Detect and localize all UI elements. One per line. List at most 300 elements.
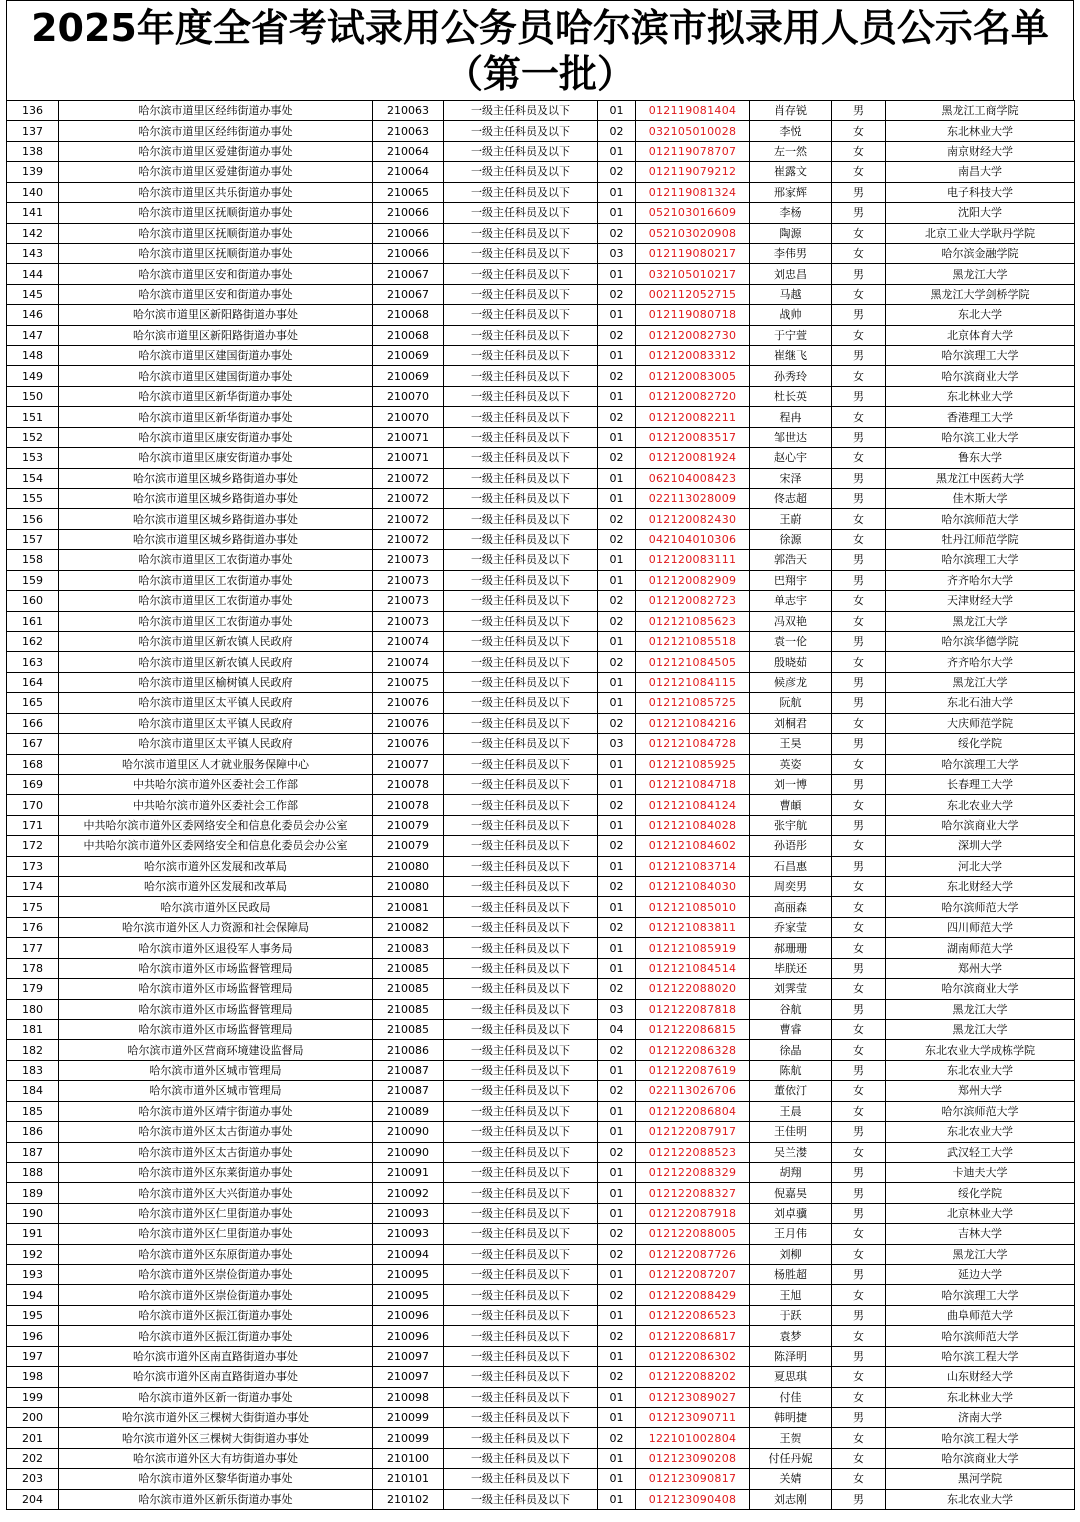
position-seq-cell: 02 [598,611,636,631]
position-seq-cell: 01 [598,856,636,876]
position-seq-cell: 01 [598,938,636,958]
exam-number-cell: 012120082430 [636,509,750,529]
table-row [7,897,1075,917]
candidate-name-cell: 战帅 [750,305,832,325]
gender-cell: 男 [832,1305,886,1325]
row-number-cell: 157 [7,529,59,549]
exam-number-cell: 122101002804 [636,1428,750,1448]
school-cell: 东北农业大学成栋学院 [886,1040,1075,1060]
row-number-cell: 155 [7,489,59,509]
exam-number-cell: 012120082211 [636,407,750,427]
gender-cell: 男 [832,1489,886,1509]
row-number-cell: 174 [7,877,59,897]
gender-cell: 女 [832,1428,886,1448]
row-number-cell: 147 [7,325,59,345]
position-code-cell: 210063 [373,121,444,141]
position-code-cell: 210096 [373,1305,444,1325]
row-number-cell: 146 [7,305,59,325]
candidate-name-cell: 刘志刚 [750,1489,832,1509]
gender-cell: 男 [832,774,886,794]
table-row [7,264,1075,284]
position-code-cell: 210075 [373,672,444,692]
gender-cell: 女 [832,284,886,304]
school-cell: 鲁东大学 [886,448,1075,468]
position-name-cell: 一级主任科员及以下 [444,284,598,304]
employer-name-cell: 哈尔滨市道外区三棵树大街街道办事处 [59,1408,373,1428]
position-code-cell: 210077 [373,754,444,774]
position-name-cell: 一级主任科员及以下 [444,1019,598,1039]
gender-cell: 男 [832,550,886,570]
position-name-cell: 一级主任科员及以下 [444,1162,598,1182]
candidate-name-cell: 韩明捷 [750,1408,832,1428]
row-number-cell: 161 [7,611,59,631]
candidate-name-cell: 刘一博 [750,774,832,794]
position-name-cell: 一级主任科员及以下 [444,1367,598,1387]
employer-name-cell: 哈尔滨市道里区抚顺街道办事处 [59,223,373,243]
table-row [7,734,1075,754]
candidate-name-cell: 胡翔 [750,1162,832,1182]
exam-number-cell: 052103016609 [636,203,750,223]
position-code-cell: 210093 [373,1203,444,1223]
gender-cell: 男 [832,631,886,651]
position-code-cell: 210097 [373,1367,444,1387]
gender-cell: 男 [832,489,886,509]
school-cell: 香港理工大学 [886,407,1075,427]
position-name-cell: 一级主任科员及以下 [444,897,598,917]
exam-number-cell: 012119078707 [636,141,750,161]
row-number-cell: 143 [7,243,59,263]
candidate-name-cell: 高丽森 [750,897,832,917]
school-cell: 哈尔滨商业大学 [886,366,1075,386]
gender-cell: 女 [832,713,886,733]
exam-number-cell: 012121085919 [636,938,750,958]
gender-cell: 女 [832,509,886,529]
exam-number-cell: 012123090208 [636,1448,750,1468]
school-cell: 牡丹江师范学院 [886,529,1075,549]
table-row [7,162,1075,182]
row-number-cell: 181 [7,1019,59,1039]
gender-cell: 女 [832,1040,886,1060]
table-row [7,1448,1075,1468]
gender-cell: 男 [832,1183,886,1203]
position-name-cell: 一级主任科员及以下 [444,1408,598,1428]
row-number-cell: 194 [7,1285,59,1305]
candidate-name-cell: 夏思琪 [750,1367,832,1387]
position-code-cell: 210099 [373,1408,444,1428]
row-number-cell: 183 [7,1060,59,1080]
table-row [7,1019,1075,1039]
position-seq-cell: 01 [598,1305,636,1325]
exam-number-cell: 012122086523 [636,1305,750,1325]
position-seq-cell: 02 [598,1142,636,1162]
gender-cell: 男 [832,693,886,713]
table-row [7,815,1075,835]
school-cell: 东北林业大学 [886,386,1075,406]
position-code-cell: 210066 [373,223,444,243]
position-seq-cell: 02 [598,979,636,999]
candidate-name-cell: 于跃 [750,1305,832,1325]
position-seq-cell: 01 [598,958,636,978]
position-seq-cell: 02 [598,162,636,182]
table-row [7,999,1075,1019]
school-cell: 哈尔滨工程大学 [886,1428,1075,1448]
exam-number-cell: 012122088523 [636,1142,750,1162]
school-cell: 东北林业大学 [886,121,1075,141]
school-cell: 哈尔滨商业大学 [886,815,1075,835]
gender-cell: 女 [832,1448,886,1468]
table-row [7,223,1075,243]
row-number-cell: 168 [7,754,59,774]
position-name-cell: 一级主任科员及以下 [444,141,598,161]
position-seq-cell: 02 [598,1367,636,1387]
exam-number-cell: 012119080718 [636,305,750,325]
school-cell: 东北农业大学 [886,1060,1075,1080]
employer-name-cell: 哈尔滨市道里区城乡路街道办事处 [59,468,373,488]
employer-name-cell: 哈尔滨市道里区太平镇人民政府 [59,734,373,754]
school-cell: 山东财经大学 [886,1367,1075,1387]
position-name-cell: 一级主任科员及以下 [444,1060,598,1080]
table-row [7,1162,1075,1182]
position-code-cell: 210102 [373,1489,444,1509]
position-code-cell: 210066 [373,243,444,263]
candidate-name-cell: 巴翔宇 [750,570,832,590]
candidate-name-cell: 吴兰漤 [750,1142,832,1162]
row-number-cell: 160 [7,591,59,611]
table-row [7,468,1075,488]
position-name-cell: 一级主任科员及以下 [444,856,598,876]
position-name-cell: 一级主任科员及以下 [444,999,598,1019]
school-cell: 黑龙江大学剑桥学院 [886,284,1075,304]
table-row [7,836,1075,856]
position-seq-cell: 01 [598,754,636,774]
row-number-cell: 201 [7,1428,59,1448]
exam-number-cell: 012123090408 [636,1489,750,1509]
employer-name-cell: 哈尔滨市道里区城乡路街道办事处 [59,529,373,549]
exam-number-cell: 012122088329 [636,1162,750,1182]
candidate-name-cell: 崔露文 [750,162,832,182]
exam-number-cell: 012122088429 [636,1285,750,1305]
exam-number-cell: 012119079212 [636,162,750,182]
position-seq-cell: 01 [598,774,636,794]
school-cell: 武汉轻工大学 [886,1142,1075,1162]
position-seq-cell: 01 [598,1101,636,1121]
table-row [7,631,1075,651]
school-cell: 黑龙江中医药大学 [886,468,1075,488]
exam-number-cell: 012121084602 [636,836,750,856]
exam-number-cell: 012119081324 [636,182,750,202]
position-seq-cell: 01 [598,1265,636,1285]
row-number-cell: 192 [7,1244,59,1264]
position-code-cell: 210080 [373,856,444,876]
table-row [7,611,1075,631]
table-row [7,386,1075,406]
position-code-cell: 210065 [373,182,444,202]
employer-name-cell: 哈尔滨市道外区振江街道办事处 [59,1326,373,1346]
position-seq-cell: 02 [598,1244,636,1264]
gender-cell: 男 [832,815,886,835]
position-seq-cell: 01 [598,305,636,325]
exam-number-cell: 012123090817 [636,1469,750,1489]
position-code-cell: 210097 [373,1346,444,1366]
position-code-cell: 210078 [373,774,444,794]
candidate-name-cell: 郭浩天 [750,550,832,570]
candidate-name-cell: 程冉 [750,407,832,427]
gender-cell: 男 [832,101,886,121]
exam-number-cell: 012120081924 [636,448,750,468]
table-row [7,1122,1075,1142]
position-code-cell: 210068 [373,325,444,345]
exam-number-cell: 012121084115 [636,672,750,692]
candidate-name-cell: 马越 [750,284,832,304]
candidate-name-cell: 陶源 [750,223,832,243]
employer-name-cell: 哈尔滨市道里区抚顺街道办事处 [59,203,373,223]
exam-number-cell: 012122088327 [636,1183,750,1203]
exam-number-cell: 012120083005 [636,366,750,386]
position-name-cell: 一级主任科员及以下 [444,1183,598,1203]
table-row [7,141,1075,161]
position-name-cell: 一级主任科员及以下 [444,1101,598,1121]
table-row [7,203,1075,223]
school-cell: 济南大学 [886,1408,1075,1428]
table-row [7,305,1075,325]
row-number-cell: 156 [7,509,59,529]
exam-number-cell: 012121084728 [636,734,750,754]
row-number-cell: 139 [7,162,59,182]
position-seq-cell: 02 [598,121,636,141]
row-number-cell: 154 [7,468,59,488]
position-name-cell: 一级主任科员及以下 [444,243,598,263]
exam-number-cell: 012121084514 [636,958,750,978]
employer-name-cell: 哈尔滨市道外区营商环境建设监督局 [59,1040,373,1060]
employer-name-cell: 哈尔滨市道里区建国街道办事处 [59,366,373,386]
employer-name-cell: 哈尔滨市道外区黎华街道办事处 [59,1469,373,1489]
position-name-cell: 一级主任科员及以下 [444,101,598,121]
employer-name-cell: 中共哈尔滨市道外区委网络安全和信息化委员会办公室 [59,815,373,835]
position-code-cell: 210085 [373,958,444,978]
position-code-cell: 210087 [373,1060,444,1080]
school-cell: 黑龙江大学 [886,611,1075,631]
row-number-cell: 162 [7,631,59,651]
table-row [7,550,1075,570]
table-row [7,774,1075,794]
table-row [7,693,1075,713]
employer-name-cell: 哈尔滨市道里区太平镇人民政府 [59,693,373,713]
school-cell: 湖南师范大学 [886,938,1075,958]
position-seq-cell: 02 [598,836,636,856]
exam-number-cell: 062104008423 [636,468,750,488]
position-name-cell: 一级主任科员及以下 [444,938,598,958]
exam-number-cell: 002112052715 [636,284,750,304]
row-number-cell: 185 [7,1101,59,1121]
gender-cell: 男 [832,1203,886,1223]
school-cell: 黑龙江大学 [886,1019,1075,1039]
school-cell: 长春理工大学 [886,774,1075,794]
exam-number-cell: 012120082909 [636,570,750,590]
table-row [7,856,1075,876]
row-number-cell: 144 [7,264,59,284]
employer-name-cell: 哈尔滨市道外区人力资源和社会保障局 [59,917,373,937]
position-name-cell: 一级主任科员及以下 [444,162,598,182]
position-seq-cell: 01 [598,386,636,406]
position-name-cell: 一级主任科员及以下 [444,121,598,141]
candidate-name-cell: 石昌惠 [750,856,832,876]
employer-name-cell: 中共哈尔滨市道外区委社会工作部 [59,795,373,815]
table-row [7,489,1075,509]
gender-cell: 女 [832,897,886,917]
gender-cell: 女 [832,795,886,815]
table-row [7,672,1075,692]
position-seq-cell: 02 [598,1428,636,1448]
position-name-cell: 一级主任科员及以下 [444,713,598,733]
candidate-name-cell: 冯双艳 [750,611,832,631]
exam-number-cell: 012122087818 [636,999,750,1019]
position-code-cell: 210095 [373,1285,444,1305]
position-seq-cell: 01 [598,1448,636,1468]
candidate-name-cell: 王贺 [750,1428,832,1448]
position-name-cell: 一级主任科员及以下 [444,182,598,202]
row-number-cell: 169 [7,774,59,794]
position-seq-cell: 01 [598,815,636,835]
gender-cell: 男 [832,1060,886,1080]
row-number-cell: 186 [7,1122,59,1142]
gender-cell: 男 [832,1408,886,1428]
candidate-name-cell: 宋泽 [750,468,832,488]
gender-cell: 女 [832,1019,886,1039]
position-name-cell: 一级主任科员及以下 [444,631,598,651]
table-row [7,121,1075,141]
employer-name-cell: 哈尔滨市道里区建国街道办事处 [59,346,373,366]
position-seq-cell: 02 [598,529,636,549]
candidate-name-cell: 王昊 [750,734,832,754]
position-name-cell: 一级主任科员及以下 [444,570,598,590]
table-row [7,427,1075,447]
position-code-cell: 210080 [373,877,444,897]
position-name-cell: 一级主任科员及以下 [444,1285,598,1305]
gender-cell: 男 [832,346,886,366]
position-name-cell: 一级主任科员及以下 [444,917,598,937]
employer-name-cell: 哈尔滨市道外区太古街道办事处 [59,1122,373,1142]
school-cell: 哈尔滨理工大学 [886,550,1075,570]
position-code-cell: 210085 [373,979,444,999]
position-code-cell: 210072 [373,489,444,509]
table-row [7,979,1075,999]
position-code-cell: 210067 [373,264,444,284]
position-seq-cell: 02 [598,1081,636,1101]
school-cell: 哈尔滨工业大学 [886,427,1075,447]
position-name-cell: 一级主任科员及以下 [444,672,598,692]
row-number-cell: 176 [7,917,59,937]
employer-name-cell: 哈尔滨市道里区城乡路街道办事处 [59,509,373,529]
school-cell: 黑龙江大学 [886,672,1075,692]
row-number-cell: 137 [7,121,59,141]
row-number-cell: 175 [7,897,59,917]
position-code-cell: 210090 [373,1122,444,1142]
position-name-cell: 一级主任科员及以下 [444,1346,598,1366]
school-cell: 哈尔滨师范大学 [886,897,1075,917]
employer-name-cell: 哈尔滨市道外区太古街道办事处 [59,1142,373,1162]
row-number-cell: 138 [7,141,59,161]
position-code-cell: 210064 [373,141,444,161]
employer-name-cell: 哈尔滨市道里区人才就业服务保障中心 [59,754,373,774]
table-row [7,1285,1075,1305]
candidate-name-cell: 毕朕还 [750,958,832,978]
position-code-cell: 210072 [373,509,444,529]
employer-name-cell: 中共哈尔滨市道外区委网络安全和信息化委员会办公室 [59,836,373,856]
school-cell: 电子科技大学 [886,182,1075,202]
exam-number-cell: 012121085518 [636,631,750,651]
table-row [7,1183,1075,1203]
table-row [7,877,1075,897]
employer-name-cell: 哈尔滨市道外区市场监督管理局 [59,1019,373,1039]
table-row [7,284,1075,304]
position-seq-cell: 03 [598,734,636,754]
row-number-cell: 200 [7,1408,59,1428]
employer-name-cell: 哈尔滨市道里区新农镇人民政府 [59,631,373,651]
employer-name-cell: 哈尔滨市道里区共乐街道办事处 [59,182,373,202]
position-seq-cell: 02 [598,325,636,345]
exam-number-cell: 012120083111 [636,550,750,570]
position-code-cell: 210083 [373,938,444,958]
exam-number-cell: 012122087726 [636,1244,750,1264]
gender-cell: 女 [832,366,886,386]
gender-cell: 男 [832,1122,886,1142]
employer-name-cell: 哈尔滨市道里区经纬街道办事处 [59,101,373,121]
school-cell: 哈尔滨金融学院 [886,243,1075,263]
school-cell: 哈尔滨商业大学 [886,979,1075,999]
school-cell: 延边大学 [886,1265,1075,1285]
position-code-cell: 210085 [373,999,444,1019]
school-cell: 哈尔滨商业大学 [886,1448,1075,1468]
school-cell: 大庆师范学院 [886,713,1075,733]
position-code-cell: 210096 [373,1326,444,1346]
candidate-name-cell: 王蔚 [750,509,832,529]
row-number-cell: 196 [7,1326,59,1346]
candidate-name-cell: 王月伟 [750,1224,832,1244]
employer-name-cell: 哈尔滨市道外区市场监督管理局 [59,999,373,1019]
candidate-name-cell: 徐源 [750,529,832,549]
table-row [7,938,1075,958]
position-name-cell: 一级主任科员及以下 [444,1326,598,1346]
row-number-cell: 163 [7,652,59,672]
exam-number-cell: 012120083517 [636,427,750,447]
position-code-cell: 210092 [373,1183,444,1203]
school-cell: 东北农业大学 [886,1489,1075,1509]
row-number-cell: 145 [7,284,59,304]
school-cell: 河北大学 [886,856,1075,876]
school-cell: 北京工业大学耿丹学院 [886,223,1075,243]
position-seq-cell: 01 [598,631,636,651]
candidate-name-cell: 付佳 [750,1387,832,1407]
position-name-cell: 一级主任科员及以下 [444,1203,598,1223]
candidate-name-cell: 阮航 [750,693,832,713]
employer-name-cell: 哈尔滨市道里区新华街道办事处 [59,386,373,406]
row-number-cell: 189 [7,1183,59,1203]
position-name-cell: 一级主任科员及以下 [444,958,598,978]
exam-number-cell: 012122088020 [636,979,750,999]
gender-cell: 女 [832,591,886,611]
table-row [7,652,1075,672]
school-cell: 齐齐哈尔大学 [886,652,1075,672]
position-name-cell: 一级主任科员及以下 [444,1122,598,1142]
row-number-cell: 197 [7,1346,59,1366]
row-number-cell: 179 [7,979,59,999]
position-name-cell: 一级主任科员及以下 [444,1448,598,1468]
school-cell: 东北农业大学 [886,795,1075,815]
position-name-cell: 一级主任科员及以下 [444,1265,598,1285]
row-number-cell: 149 [7,366,59,386]
position-code-cell: 210063 [373,101,444,121]
school-cell: 东北财经大学 [886,877,1075,897]
